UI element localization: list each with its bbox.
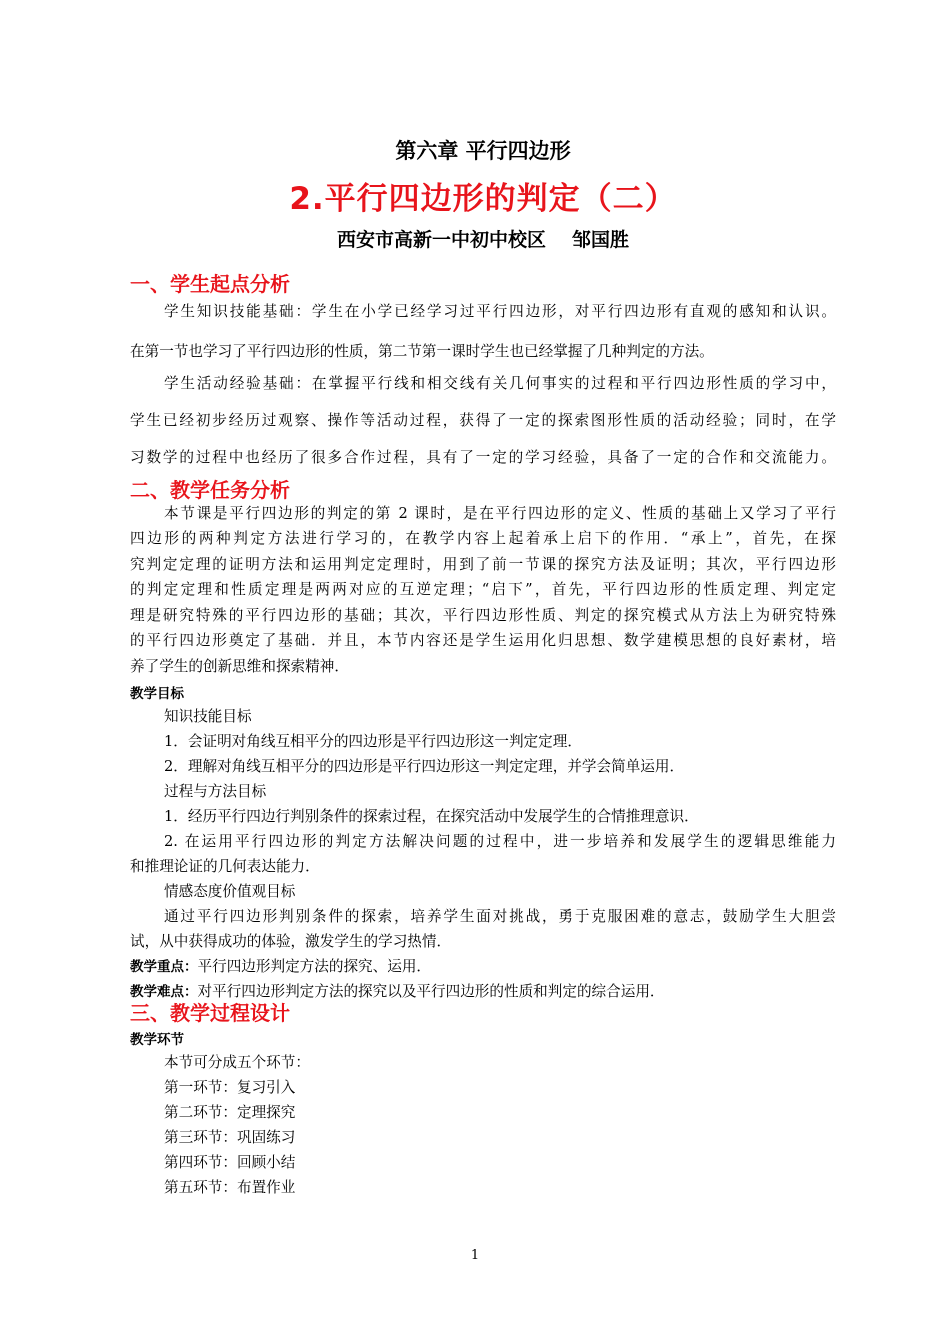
paragraph-line: 理是研究特殊的平行四边形的基础；其次，平行四边形性质、判定的探究模式从方法上为研究特殊: [130, 607, 836, 624]
difficulty-text: 对平行四边形判定方法的探究以及平行四边形的性质和判定的综合运用．: [197, 983, 665, 1000]
key-point-text: 平行四边形判定方法的探究、运用．: [197, 958, 432, 975]
goal-item: 1．会证明对角线互相平分的四边形是平行四边形这一判定定理．: [164, 733, 582, 750]
stage-item: 第四环节：回顾小结: [164, 1154, 296, 1171]
stage-item: 第五环节：布置作业: [164, 1179, 296, 1196]
paragraph-line: 本节课是平行四边形的判定的第 2 课时，是在平行四边形的定义、性质的基础上又学习了平行: [164, 505, 836, 522]
paragraph-line: 四边形的两种判定方法进行学习的，在教学内容上起着承上启下的作用．“承上”，首先，在探: [130, 530, 836, 547]
goal-item: 通过平行四边形判别条件的探索，培养学生面对挑战，勇于克服困难的意志，鼓励学生大胆尝: [164, 908, 836, 925]
paragraph-line: 究判定定理的证明方法和运用判定定理时，用到了前一节课的探究方法及证明；其次，平行四边形: [130, 556, 836, 573]
paragraph-line: 学生知识技能基础：学生在小学已经学习过平行四边形，对平行四边形有直观的感知和认识。: [164, 303, 836, 320]
paragraph-line: 学生活动经验基础：在掌握平行线和相交线有关几何事实的过程和平行四边形性质的学习中，: [164, 375, 836, 392]
paragraph-line: 习数学的过程中也经历了很多合作过程，具有了一定的学习经验，具备了一定的合作和交流能力。: [130, 449, 836, 466]
difficulty-line: [130, 980, 665, 1001]
attitude-goals-label: 情感态度价值观目标: [164, 883, 296, 900]
paragraph-line: 养了学生的创新思维和探索精神．: [130, 658, 349, 675]
goal-item: 1．经历平行四边行判别条件的探索过程，在探究活动中发展学生的合情推理意识．: [164, 808, 699, 825]
goal-item: 2．理解对角线互相平分的四边形是平行四边形这一判定定理，并学会简单运用．: [164, 758, 685, 775]
lesson-title: 2.平行四边形的判定（二）: [289, 181, 677, 217]
knowledge-goals-label: 知识技能目标: [164, 708, 252, 725]
stage-item: 第一环节：复习引入: [164, 1079, 296, 1096]
stage-item: 第三环节：巩固练习: [164, 1129, 296, 1146]
paragraph-line: 的判定定理和性质定理是两两对应的互逆定理；“启下”，首先，平行四边形的性质定理、判定定: [130, 581, 836, 598]
paragraph-line: 在第一节也学习了平行四边形的性质，第二节第一课时学生也已经掌握了几种判定的方法。: [130, 343, 714, 360]
paragraph-line: 学生已经初步经历过观察、操作等活动过程，获得了一定的探索图形性质的活动经验；同时，在学: [130, 412, 836, 429]
teaching-stages-label: 教学环节: [130, 1032, 184, 1048]
goal-item: 试，从中获得成功的体验，激发学生的学习热情．: [130, 933, 452, 950]
stages-intro: 本节可分成五个环节：: [164, 1054, 310, 1071]
section-heading-1: 一、学生起点分析: [130, 272, 290, 296]
process-goals-label: 过程与方法目标: [164, 783, 267, 800]
goal-item: 和推理论证的几何表达能力．: [130, 858, 320, 875]
paragraph-line: 的平行四边形奠定了基础．并且，本节内容还是学生运用化归思想、数学建模思想的良好素材，培: [130, 632, 836, 649]
stage-item: 第二环节：定理探究: [164, 1104, 296, 1121]
author-name: 邹国胜: [572, 229, 630, 251]
page-number: 1: [470, 1248, 480, 1263]
author-line: [130, 226, 836, 254]
difficulty-label: 教学难点：: [130, 984, 198, 1000]
goal-item: 2. 在运用平行四边形的判定方法解决问题的过程中，进一步培养和发展学生的逻辑思维能力: [164, 833, 836, 850]
key-point-line: [130, 955, 431, 976]
section-heading-3: 三、教学过程设计: [130, 1001, 290, 1025]
section-heading-2: 二、教学任务分析: [130, 478, 290, 502]
teaching-goals-label: 教学目标: [130, 686, 184, 702]
key-point-label: 教学重点：: [130, 959, 198, 975]
school-name: 西安市高新一中初中校区: [336, 229, 546, 251]
chapter-title: 第六章 平行四边形: [395, 139, 571, 163]
